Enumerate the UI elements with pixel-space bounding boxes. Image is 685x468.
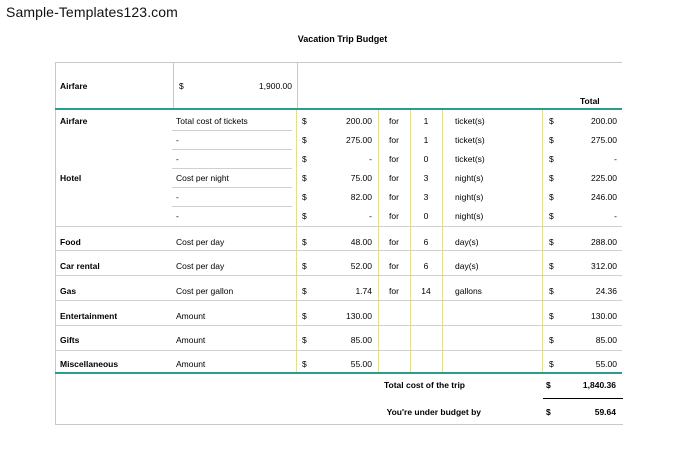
description-cell[interactable]: - [176, 135, 179, 145]
currency-cell: $ [549, 335, 554, 345]
column-rule [410, 110, 411, 372]
for-cell: for [389, 173, 399, 183]
row-divider [172, 206, 292, 207]
total-cost-label: Total cost of the trip [383, 380, 465, 390]
total-cell: 312.00 [591, 261, 617, 271]
amount-cell[interactable]: - [369, 154, 372, 164]
amount-cell[interactable]: 275.00 [346, 135, 372, 145]
currency-cell: $ [549, 261, 554, 271]
currency-cell: $ [302, 211, 307, 221]
unit-cell: night(s) [455, 192, 484, 202]
row-divider [56, 275, 622, 276]
currency-cell: $ [302, 116, 307, 126]
category-cell: Gifts [60, 335, 80, 345]
row-divider [172, 149, 292, 150]
for-cell: for [389, 211, 399, 221]
quantity-cell[interactable]: 3 [423, 173, 429, 183]
category-cell: Miscellaneous [60, 359, 119, 369]
category-cell: Hotel [60, 173, 82, 183]
currency-cell: $ [302, 261, 307, 271]
description-cell[interactable]: Total cost of tickets [176, 116, 248, 126]
total-cell: 288.00 [591, 237, 617, 247]
amount-cell[interactable]: 48.00 [350, 237, 372, 247]
description-cell[interactable]: - [176, 192, 179, 202]
amount-cell[interactable]: 55.00 [350, 359, 372, 369]
unit-cell: day(s) [455, 237, 479, 247]
category-cell: Car rental [60, 261, 100, 271]
column-rule [442, 110, 443, 372]
row-divider [172, 187, 292, 188]
header-rule [297, 62, 622, 63]
description-cell[interactable]: - [176, 211, 179, 221]
quantity-cell[interactable]: 1 [423, 135, 429, 145]
column-rule [378, 110, 379, 372]
budget-box-divider [173, 63, 174, 109]
row-divider [56, 325, 622, 326]
description-cell[interactable]: Amount [176, 359, 206, 369]
row-divider [56, 350, 622, 351]
currency-cell: $ [549, 154, 554, 164]
budget-currency: $ [179, 81, 184, 91]
for-cell: for [389, 286, 399, 296]
currency-cell: $ [549, 173, 554, 183]
currency-cell: $ [302, 192, 307, 202]
row-divider [56, 250, 622, 251]
description-cell[interactable]: Cost per day [176, 237, 225, 247]
amount-cell[interactable]: 52.00 [350, 261, 372, 271]
total-cell: 225.00 [591, 173, 617, 183]
total-cell: - [614, 211, 617, 221]
currency-cell: $ [302, 286, 307, 296]
currency-cell: $ [302, 237, 307, 247]
description-cell[interactable]: Amount [176, 311, 206, 321]
for-cell: for [389, 192, 399, 202]
total-cell: - [614, 154, 617, 164]
total-cell: 55.00 [595, 359, 617, 369]
unit-cell: night(s) [455, 173, 484, 183]
unit-cell: ticket(s) [455, 135, 485, 145]
description-cell[interactable]: Amount [176, 335, 206, 345]
column-rule [542, 110, 543, 372]
total-header: Total [580, 96, 600, 106]
currency-cell: $ [549, 211, 554, 221]
currency-cell: $ [302, 154, 307, 164]
total-cell: 246.00 [591, 192, 617, 202]
watermark-text: Sample-Templates123.com [6, 4, 178, 20]
unit-cell: ticket(s) [455, 116, 485, 126]
description-cell[interactable]: - [176, 154, 179, 164]
under-budget-currency: $ [546, 407, 551, 417]
under-budget-label: You're under budget by [386, 407, 481, 417]
total-cost-currency: $ [546, 380, 551, 390]
quantity-cell[interactable]: 0 [423, 154, 429, 164]
total-cell: 200.00 [591, 116, 617, 126]
currency-cell: $ [549, 192, 554, 202]
quantity-cell[interactable]: 6 [423, 237, 429, 247]
category-cell: Airfare [60, 116, 88, 126]
quantity-cell[interactable]: 3 [423, 192, 429, 202]
unit-cell: day(s) [455, 261, 479, 271]
category-cell: Food [60, 237, 81, 247]
description-cell[interactable]: Cost per gallon [176, 286, 234, 296]
amount-cell[interactable]: 82.00 [350, 192, 372, 202]
unit-cell: ticket(s) [455, 154, 485, 164]
row-divider [172, 168, 292, 169]
row-divider [172, 130, 292, 131]
unit-cell: night(s) [455, 211, 484, 221]
unit-cell: gallons [455, 286, 482, 296]
page-title: Vacation Trip Budget [297, 34, 388, 44]
amount-cell[interactable]: 75.00 [350, 173, 372, 183]
currency-cell: $ [549, 116, 554, 126]
currency-cell: $ [549, 237, 554, 247]
under-budget-value[interactable]: 59.64 [594, 407, 616, 417]
quantity-cell[interactable]: 1 [423, 116, 429, 126]
budget-label[interactable]: Airfare [60, 81, 88, 91]
currency-cell: $ [302, 173, 307, 183]
quantity-cell[interactable]: 0 [423, 211, 429, 221]
for-cell: for [389, 154, 399, 164]
for-cell: for [389, 116, 399, 126]
currency-cell: $ [549, 286, 554, 296]
for-cell: for [389, 135, 399, 145]
currency-cell: $ [549, 311, 554, 321]
row-divider [56, 226, 622, 227]
currency-cell: $ [302, 311, 307, 321]
for-cell: for [389, 261, 399, 271]
total-cost-value[interactable]: 1,840.36 [582, 380, 616, 390]
budget-value[interactable]: 1,900.00 [258, 81, 292, 91]
row-divider [56, 300, 622, 301]
quantity-cell[interactable]: 14 [421, 286, 431, 296]
for-cell: for [389, 237, 399, 247]
currency-cell: $ [302, 335, 307, 345]
footer-teal-rule [55, 372, 622, 374]
category-cell: Gas [60, 286, 77, 296]
category-cell: Entertainment [60, 311, 118, 321]
total-cell: 24.36 [595, 286, 617, 296]
description-cell[interactable]: Cost per night [176, 173, 229, 183]
amount-cell[interactable]: 1.74 [355, 286, 372, 296]
total-cell: 85.00 [595, 335, 617, 345]
total-cell: 275.00 [591, 135, 617, 145]
amount-cell[interactable]: 130.00 [346, 311, 372, 321]
amount-cell[interactable]: 85.00 [350, 335, 372, 345]
currency-cell: $ [549, 359, 554, 369]
total-underline [543, 398, 623, 399]
total-cell: 130.00 [591, 311, 617, 321]
currency-cell: $ [302, 135, 307, 145]
header-teal-rule [55, 108, 622, 110]
amount-cell[interactable]: - [369, 211, 372, 221]
column-rule [296, 110, 297, 372]
description-cell[interactable]: Cost per day [176, 261, 225, 271]
currency-cell: $ [549, 135, 554, 145]
quantity-cell[interactable]: 6 [423, 261, 429, 271]
amount-cell[interactable]: 200.00 [346, 116, 372, 126]
currency-cell: $ [302, 359, 307, 369]
